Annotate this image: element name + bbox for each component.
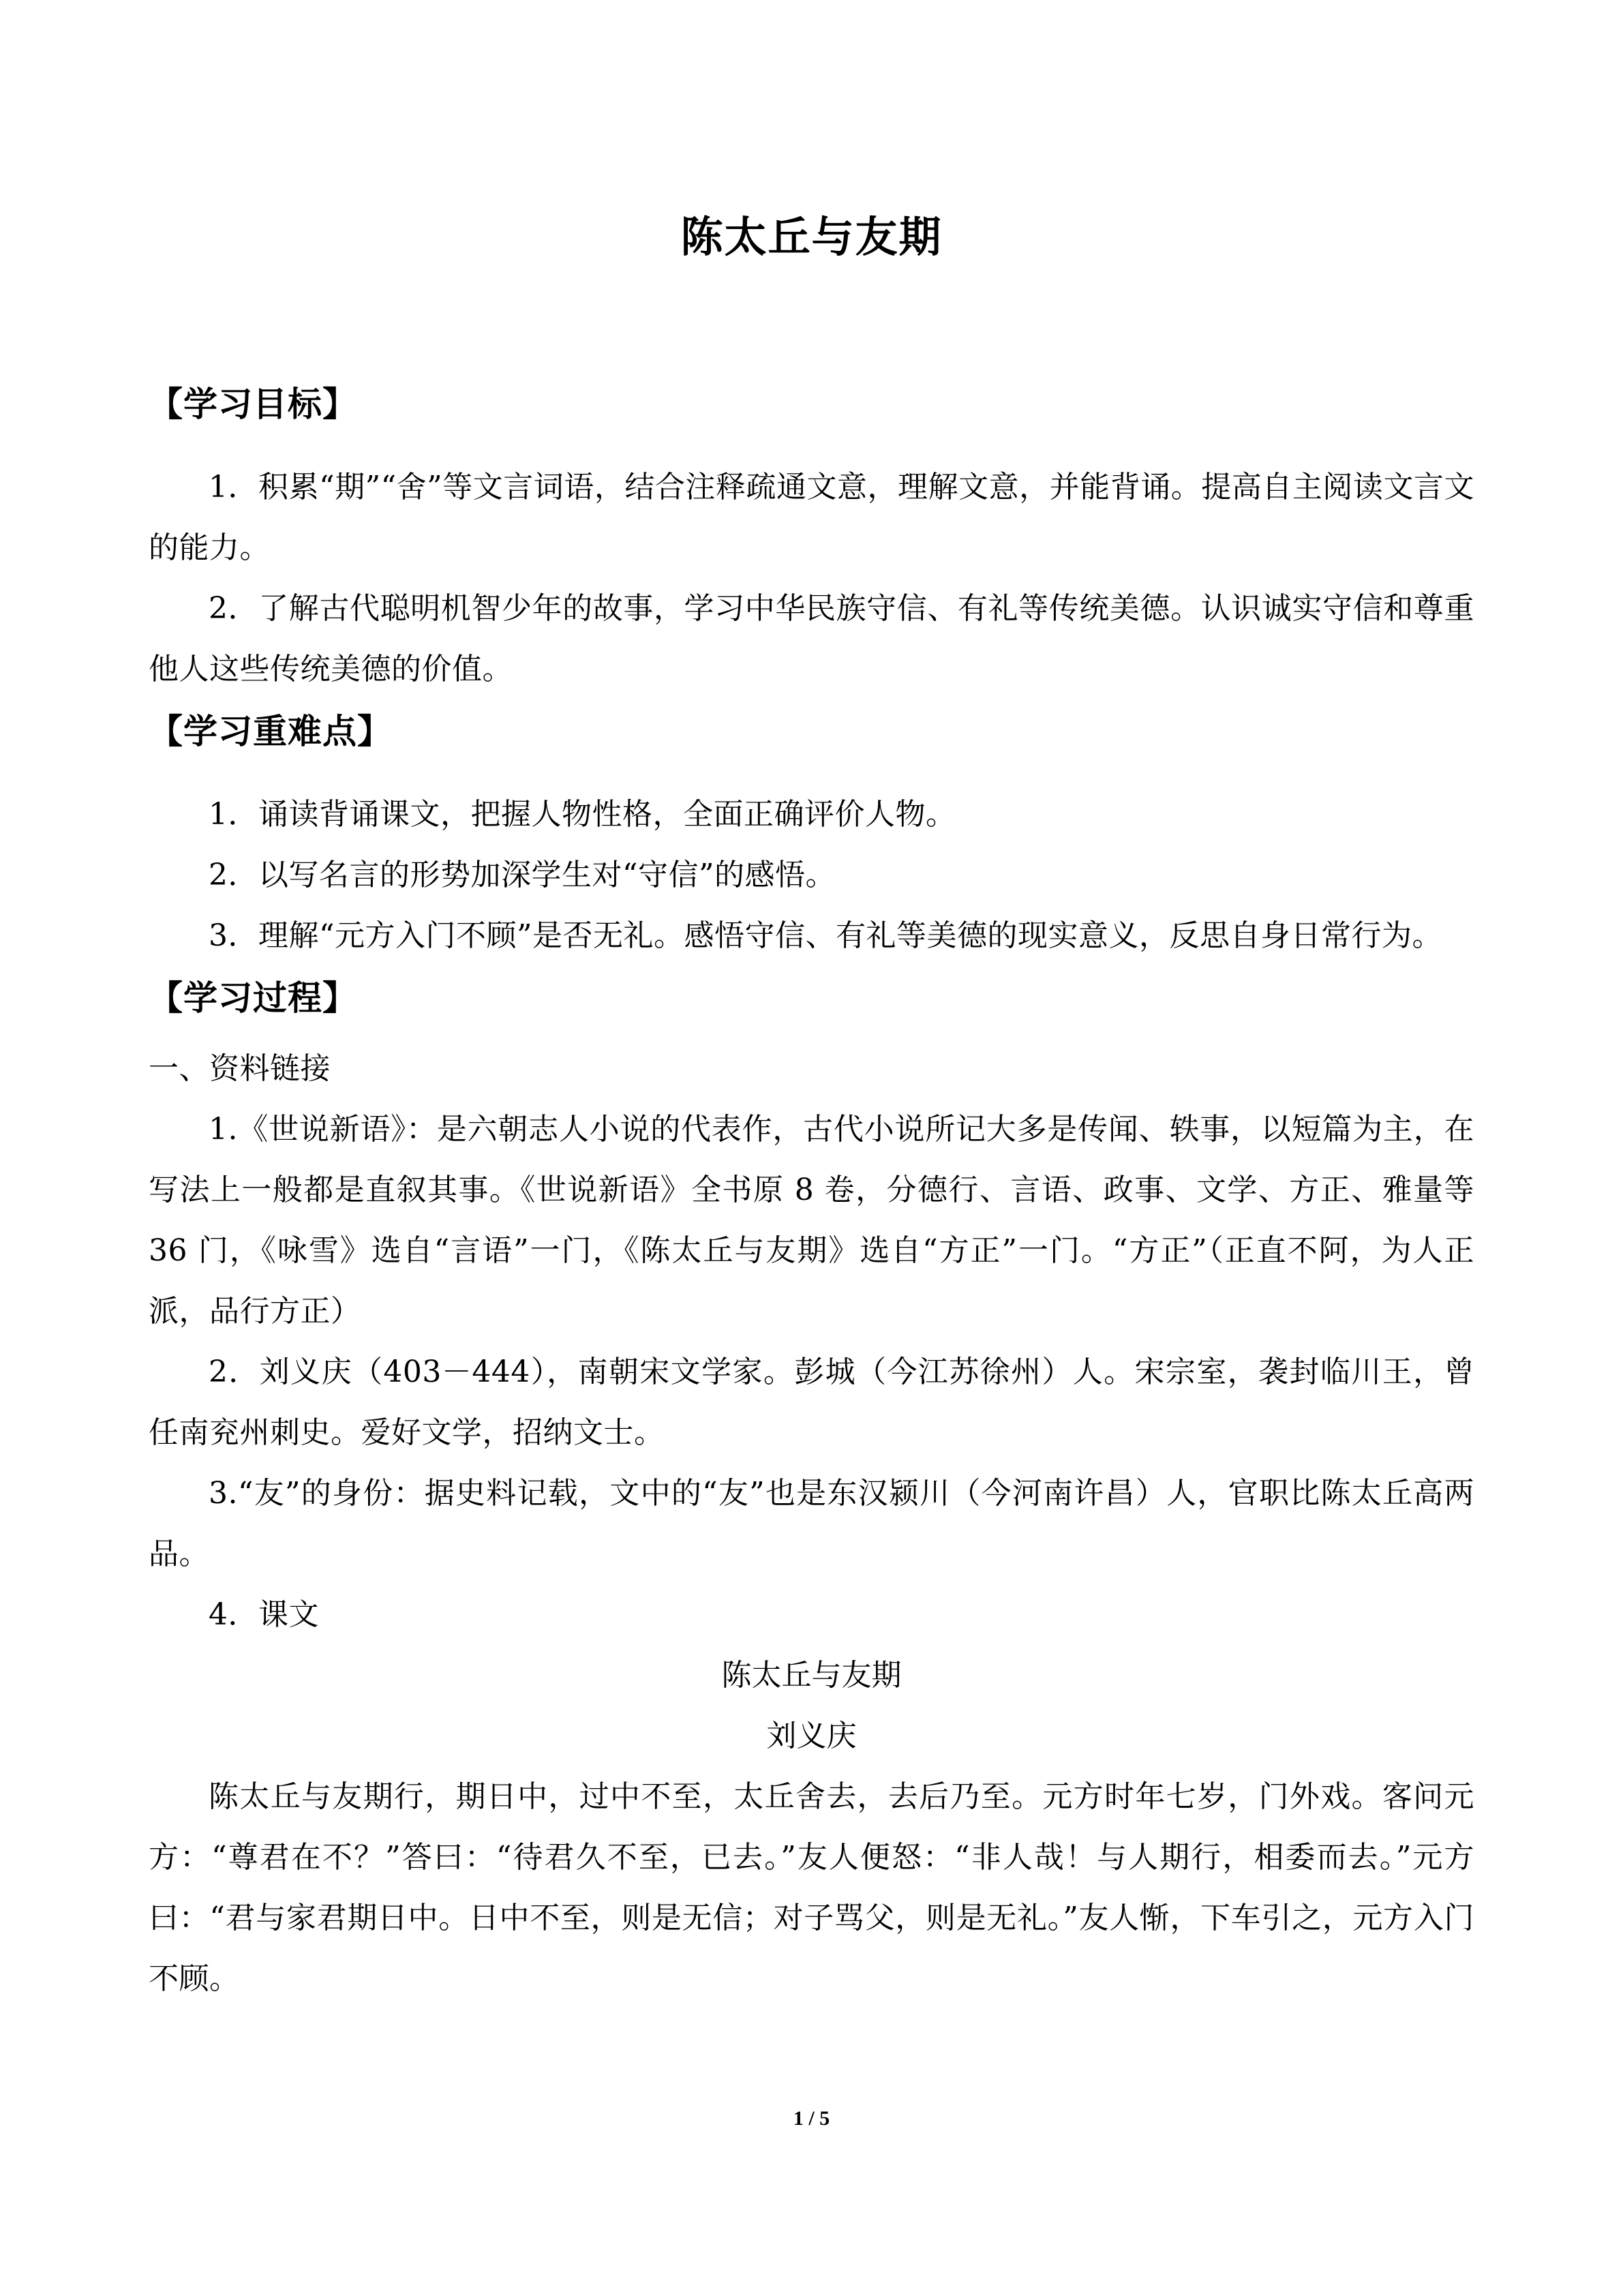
document-body [149,382,1474,2009]
keypoint-item-2: 2．以写名言的形势加深学生对“守信”的感悟。 [209,858,836,892]
section-heading-keypoints: 【学习重难点】 [149,712,392,751]
goal-item-1: 1．积累“期”“舍”等文言词语，结合注释疏通文意，理解文意，并能背诵。提高自主阅读文言文的能力。 [149,470,1474,565]
section-heading-process: 【学习过程】 [149,978,357,1018]
section-heading-goals: 【学习目标】 [149,384,357,424]
text-author: 刘义庆 [766,1719,857,1753]
process-item-1: 1.《世说新语》：是六朝志人小说的代表作，古代小说所记大多是传闻、轶事，以短篇为主，在写法上一般都是直叙其事。《世说新语》全书原 8 卷，分德行、言语、政事、文学、方正、雅量等 36 门，《咏雪》选自“言语”一门，《陈太丘与友期》选自“方正”一门。“方正”（正直不阿，为人正派，品行方正） [149,1112,1474,1329]
goal-item-2: 2．了解古代聪明机智少年的故事，学习中华民族守信、有礼等传统美德。认识诚实守信和尊重他人这些传统美德的价值。 [149,591,1474,686]
page-number: 1 / 5 [793,2107,830,2130]
process-item-2: 2．刘义庆（403－444），南朝宋文学家。彭城（今江苏徐州）人。宋宗室，袭封临川王，曾任南兖州刺史。爱好文学，招纳文士。 [149,1355,1474,1450]
keypoint-item-1: 1．诵读背诵课文，把握人物性格，全面正确评价人物。 [209,797,956,832]
text-body: 陈太丘与友期行，期日中，过中不至，太丘舍去，去后乃至。元方时年七岁，门外戏。客问元方：“尊君在不？”答曰：“待君久不至，已去。”友人便怒：“非人哉！与人期行，相委而去。”元方曰：“君与家君期日中。日中不至，则是无信；对子骂父，则是无礼。”友人惭，下车引之，元方入门不顾。 [149,1779,1474,1996]
process-item-3: 3.“友”的身份：据史料记载，文中的“友”也是东汉颍川（今河南许昌）人，官职比陈太丘高两品。 [149,1476,1474,1571]
process-item-4: 4．课文 [209,1597,319,1632]
keypoint-item-3: 3．理解“元方入门不顾”是否无礼。感悟守信、有礼等美德的现实意义，反思自身日常行为。 [209,918,1442,953]
text-title: 陈太丘与友期 [721,1658,902,1693]
process-subheading: 一、资料链接 [149,1051,331,1086]
document-title: 陈太丘与友期 [680,212,943,262]
